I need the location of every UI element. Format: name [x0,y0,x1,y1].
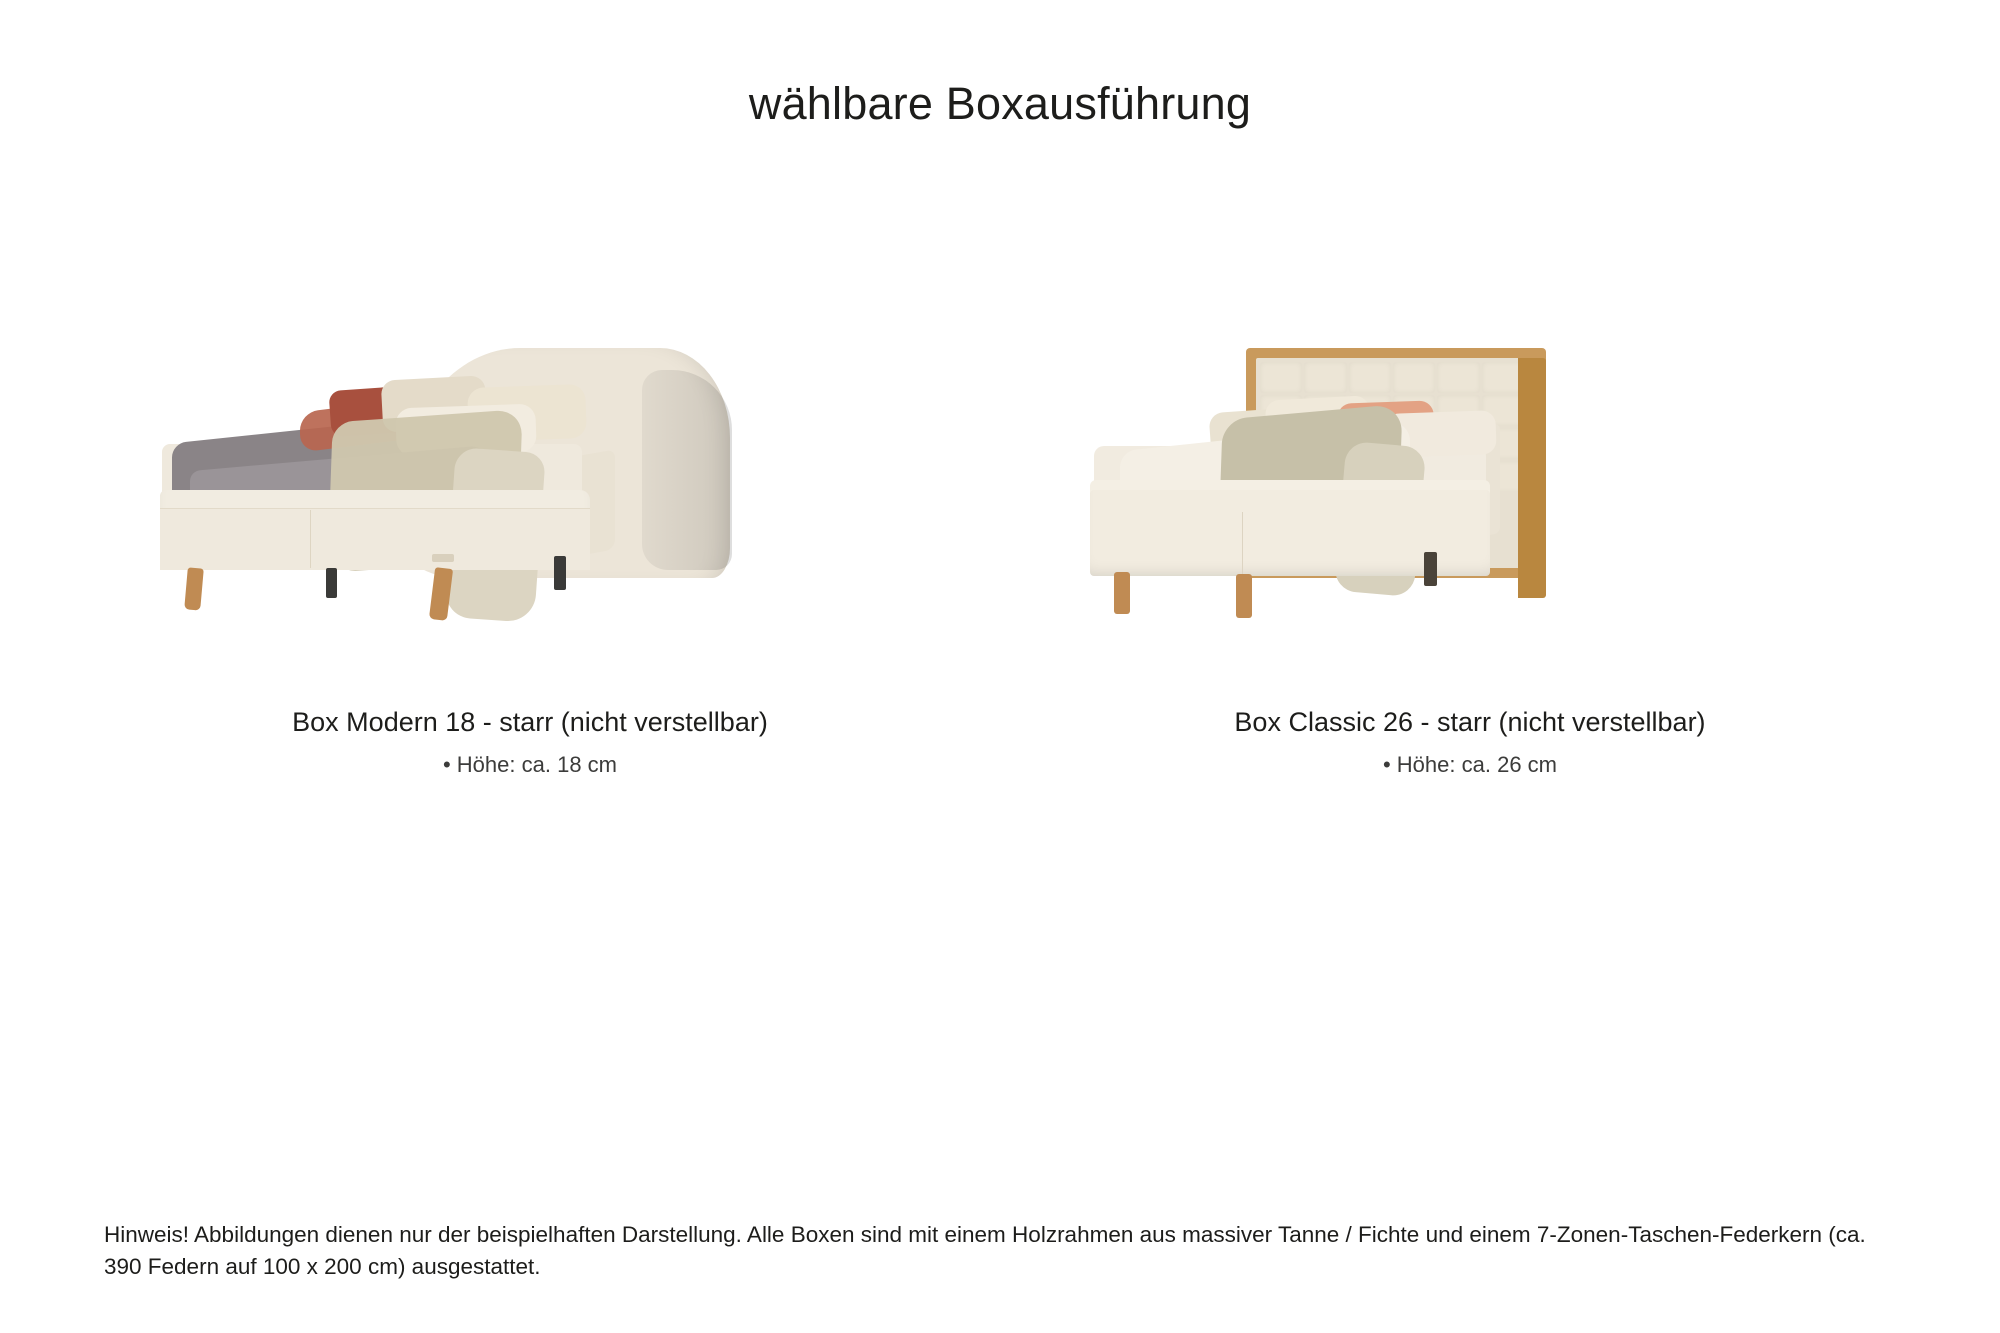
tuft-cell [1260,362,1302,393]
box-front-panel [160,508,590,570]
option-spec: • Höhe: ca. 26 cm [1382,751,1557,777]
headboard-shadow [642,370,732,570]
bed-leg-wood-left [184,567,204,610]
option-list [100,340,1900,778]
option-caption: Box Modern 18 - starr (nicht verstellbar) [292,707,768,737]
bed-leg-dark-right [554,556,566,590]
page-title: wählbare Boxausführung [748,78,1252,130]
bed-illustration-classic [1090,340,1850,670]
option-spec: • Höhe: ca. 18 cm [442,751,617,777]
brand-tag [432,554,454,562]
tuft-cell [1349,362,1391,393]
box-classic-26-image [1090,340,1850,670]
option-card-box-modern-18[interactable] [100,340,960,778]
option-card-box-classic-26[interactable] [1040,340,1900,778]
footnote-text: Hinweis! Abbildungen dienen nur der beispielhaften Darstellung. Alle Boxen sind mit einem Holzrahmen aus massiver Tanne / Fichte und einem 7-Zonen-Taschen-Federkern (ca. 390 Federn auf 100 x 200 cm) ausgestattet. [104,1221,1866,1280]
box-modern-18-image [150,340,910,670]
option-caption: Box Classic 26 - starr (nicht verstellbar) [1234,707,1706,737]
tuft-cell [1304,362,1346,393]
bed-leg-dark-mid [326,568,337,598]
wooden-frame-side [1518,358,1546,598]
bed-illustration-modern [150,340,910,670]
tuft-cell [1437,362,1479,393]
bed-leg-wood-front [429,567,453,621]
bed-leg-wood-front [1236,574,1252,618]
box-seam [310,510,311,568]
tuft-cell [1393,362,1435,393]
box-seam [1242,512,1243,576]
bed-leg-wood-left [1114,572,1130,614]
bed-leg-dark-right [1424,552,1437,586]
